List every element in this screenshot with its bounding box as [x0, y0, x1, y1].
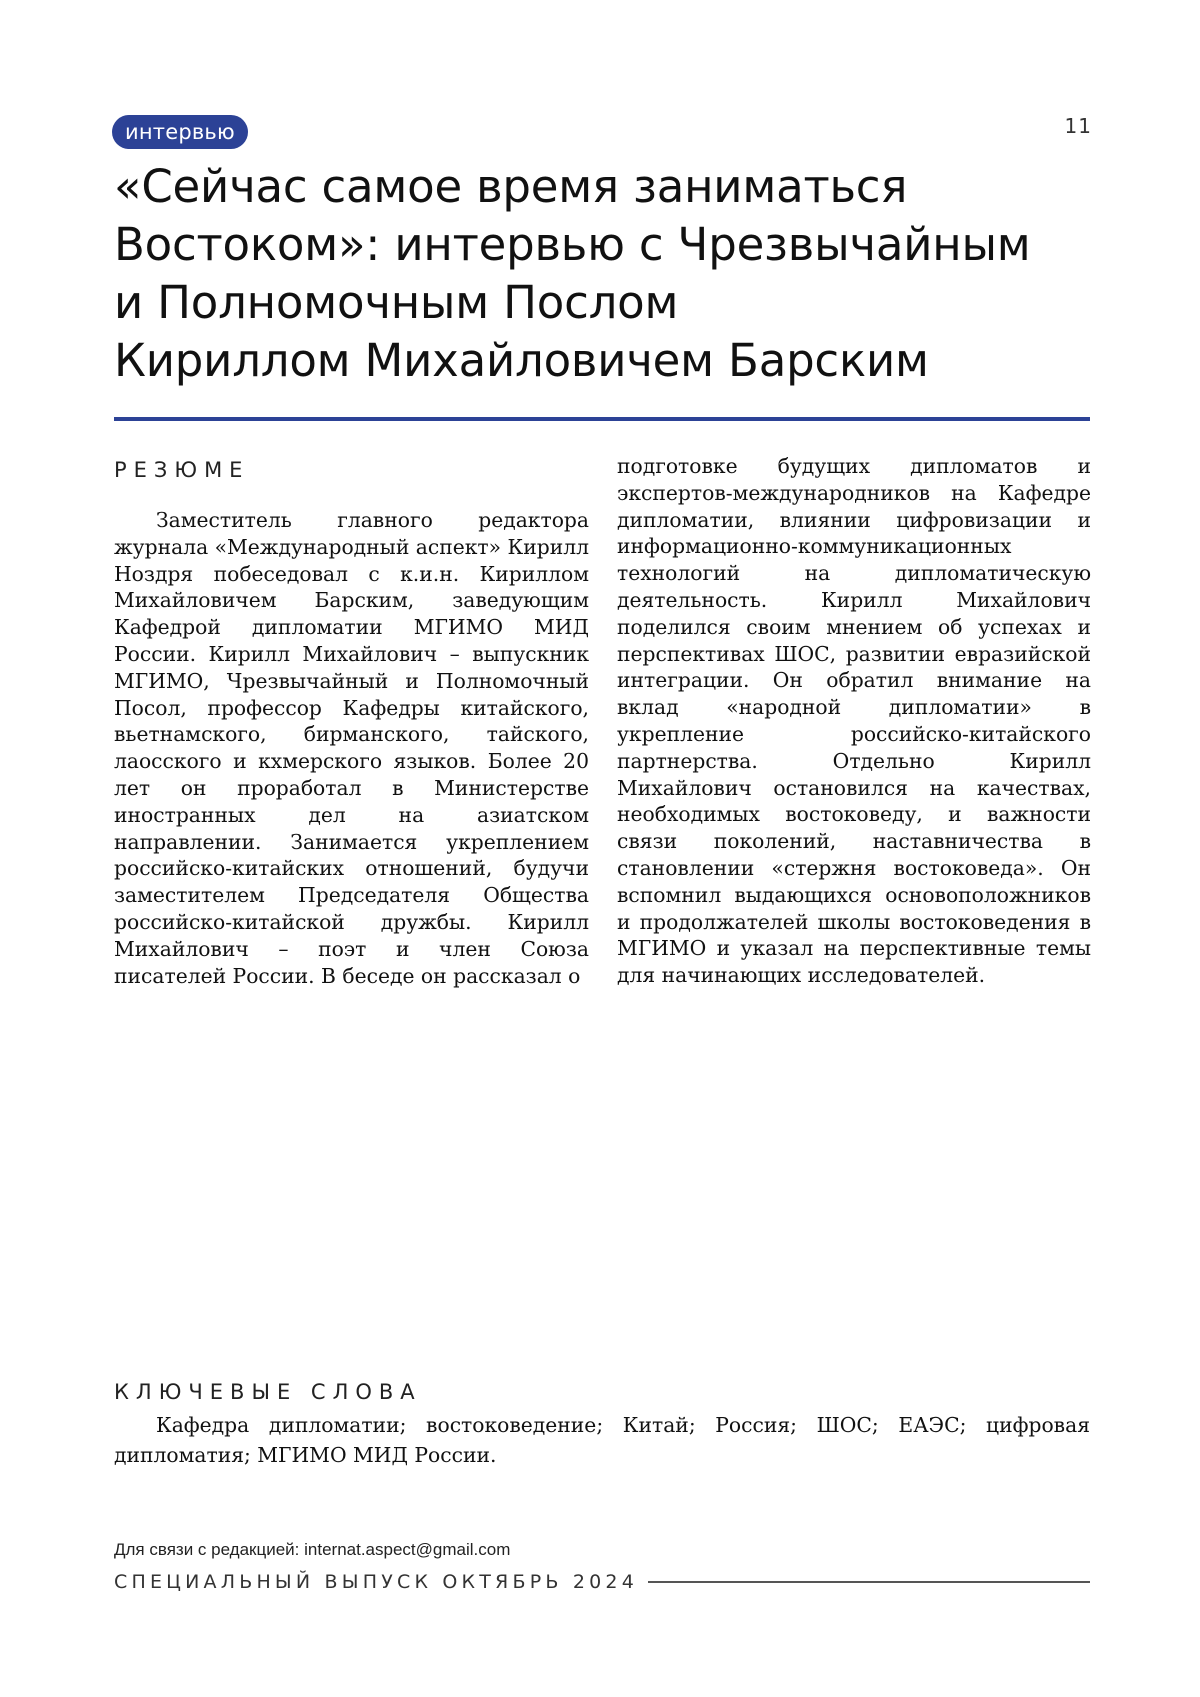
title-line-3: и Полномочным Послом	[114, 276, 679, 329]
resume-text-right-column: подготовке будущих дипломатов и экспертов-международников на Кафедре дипломатии, влиянии цифровизации и информационно-коммуникационных технологий на дипломатическую деятельность. Кирилл Михайлович поделился своим мнением об успехах и перспективах ШОС, развитии евразийской интеграции. Он обратил внимание на вклад «народной дипломатии» в укрепление российско-китайского партнерства. Отдельно Кирилл Михайлович остановился на качествах, необходимых востоковеду, и важности связи поколений, наставничества в становлении «стержня востоковеда». Он вспомнил выдающихся основоположников и продолжателей школы востоковедения в МГИМО и указал на перспективные темы для начинающих исследователей.	[617, 454, 1091, 988]
resume-heading: РЕЗЮМЕ	[114, 458, 250, 482]
title-line-1: «Сейчас самое время заниматься	[114, 160, 908, 213]
title-line-4: Кириллом Михайловичем Барским	[114, 334, 929, 387]
keywords-text: Кафедра дипломатии; востоковедение; Китай; Россия; ШОС; ЕАЭС; цифровая дипломатия; МГИМО МИД России.	[114, 1413, 1090, 1467]
title-line-2: Востоком»: интервью с Чрезвычайным	[114, 218, 1031, 271]
article-title	[114, 158, 1114, 390]
footer-divider	[648, 1581, 1090, 1583]
section-tag: интервью	[112, 115, 248, 149]
page-number: 11	[1064, 114, 1092, 138]
editorial-contact: Для связи с редакцией: internat.aspect@gmail.com	[114, 1540, 511, 1559]
page-footer	[114, 1567, 1090, 1597]
issue-label: СПЕЦИАЛЬНЫЙ ВЫПУСК ОКТЯБРЬ 2024	[114, 1571, 638, 1593]
title-divider	[114, 417, 1090, 421]
resume-text-left-column: Заместитель главного редактора журнала «Международный аспект» Кирилл Ноздря побеседовал с к.и.н. Кириллом Михайловичем Барским, заведующим Кафедрой дипломатии МГИМО МИД России. Кирилл Михайлович – выпускник МГИМО, Чрезвычайный и Полномочный Посол, профессор Кафедры китайского, вьетнамского, бирманского, тайского, лаосского и кхмерского языков. Более 20 лет он проработал в Министерстве иностранных дел на азиатском направлении. Занимается укреплением российско-китайских отношений, будучи заместителем Председателя Общества российско-китайской дружбы. Кирилл Михайлович – поэт и член Союза писателей России. В беседе он рассказал о	[114, 508, 589, 988]
keywords-heading: КЛЮЧЕВЫЕ СЛОВА	[114, 1380, 422, 1404]
